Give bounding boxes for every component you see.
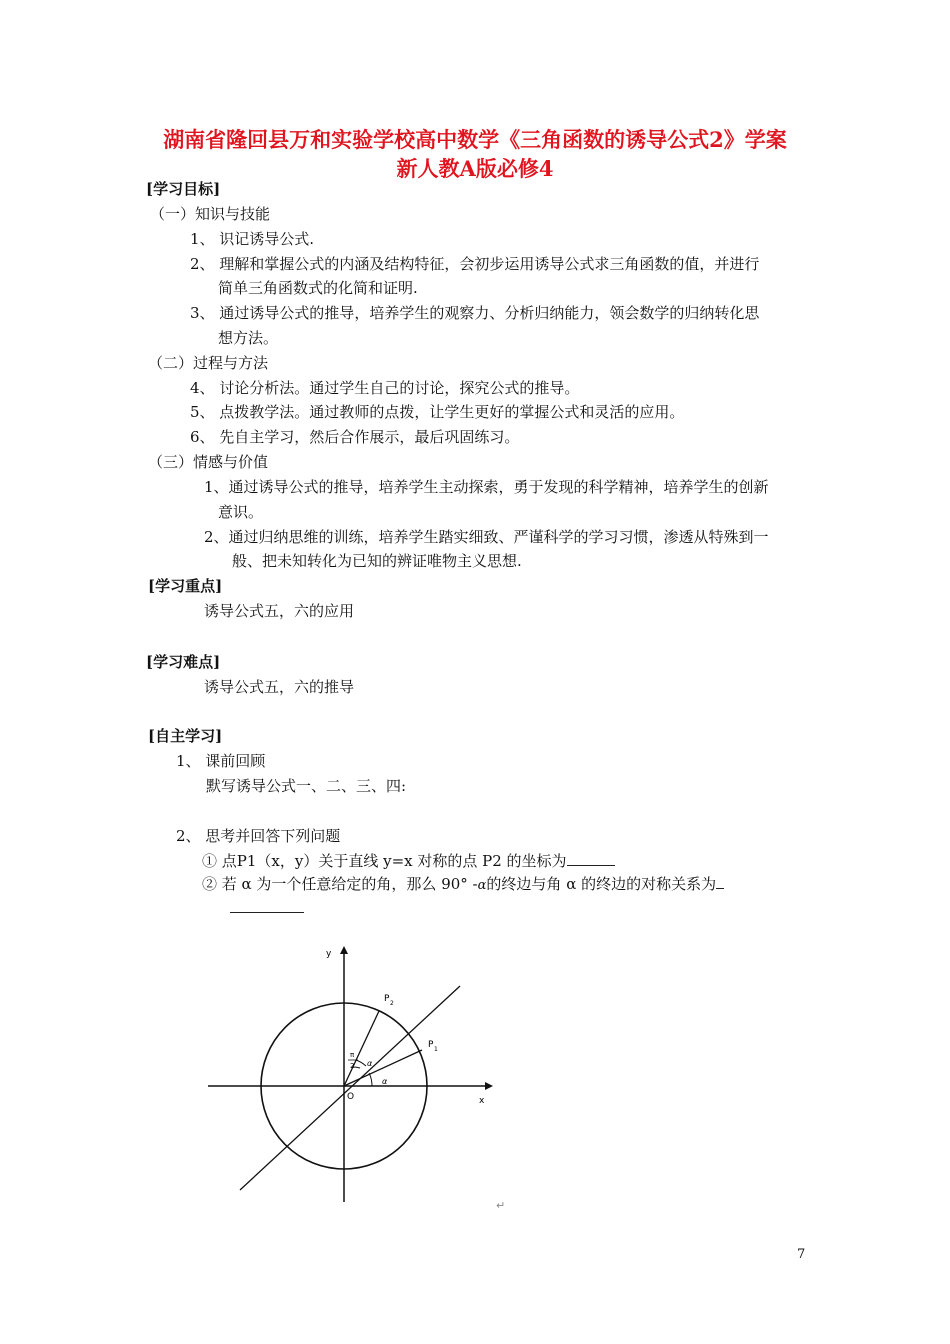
objective-item: 意识。 [218,503,264,521]
objective-item: 1、通过诱导公式的推导，培养学生主动探索，勇于发现的科学精神，培养学生的创新 [204,478,769,496]
self-study-item1: 1、 课前回顾 [176,752,266,770]
objective-item: 5、 点拨教学法。通过教师的点拨，让学生更好的掌握公式和灵活的应用。 [190,403,685,421]
question-2-text: ② 若 α 为一个任意给定的角，那么 90° - [202,875,478,893]
objectives-sub3-label: （三）情感与价值 [148,453,269,471]
x-axis-arrow-icon [485,1082,493,1090]
objectives-sub2-label: （二）过程与方法 [148,354,269,372]
x-axis-label: x [479,1096,485,1106]
self-study-item1-text: 默写诱导公式一、二、三、四: [206,777,407,795]
key-point-text: 诱导公式五，六的应用 [204,602,355,620]
page-number: 7 [797,1247,806,1262]
question-2 [202,873,724,894]
objective-item: 简单三角函数式的化简和证明. [218,279,418,297]
difficult-point-text: 诱导公式五，六的推导 [204,678,355,696]
answer-blank-2-continuation[interactable] [230,898,304,917]
question-2-alpha: α [477,878,487,893]
question-1 [202,850,615,871]
objective-item: 般、把未知转化为已知的辨证唯物主义思想. [232,552,522,570]
document-title-line2: 新人教A版必修4 [396,156,554,181]
document-title-line1: 湖南省隆回县万和实验学校高中数学《三角函数的诱导公式2》学案 [163,127,787,152]
objective-item: 6、 先自主学习，然后合作展示，最后巩固练习。 [190,428,520,446]
alpha-label-upper: α [367,1059,373,1068]
objective-item: 想方法。 [218,329,279,347]
alpha-arc-upper [356,1060,366,1066]
origin-label: O [347,1092,355,1102]
self-study-item2: 2、 思考并回答下列问题 [176,827,341,845]
objectives-sub1-label: （一）知识与技能 [150,205,271,223]
answer-blank-1[interactable] [567,851,615,866]
p1-label: P [428,1040,434,1050]
objective-item: 1、 识记诱导公式. [190,230,315,248]
question-1-text: ① 点P1（x，y）关于直线 y=x 对称的点 P2 的坐标为 [202,852,567,870]
question-2-tail: 的终边与角 α 的终边的对称关系为 [486,875,717,893]
alpha-arc [369,1073,372,1086]
objective-item: 2、通过归纳思维的训练，培养学生踏实细致、严谨科学的学习习惯，渗透从特殊到一 [204,528,769,546]
y-axis-label: y [326,949,332,959]
difficult-point-heading: [学习难点] [146,653,221,671]
key-point-heading: [学习重点] [148,577,223,595]
y-axis-arrow-icon [340,946,348,954]
return-mark-icon: ↵ [496,1199,506,1212]
p2-subscript: 2 [390,1000,394,1007]
pi-label: π [350,1051,355,1059]
two-label: 2 [350,1062,355,1070]
unit-circle-figure [200,940,500,1210]
alpha-label-lower: α [382,1077,388,1086]
terminal-side-p2 [344,1011,379,1086]
objective-item: 4、 讨论分析法。通过学生自己的讨论，探究公式的推导。 [190,379,580,397]
answer-blank-2a[interactable] [716,874,724,889]
p2-label: P [384,994,390,1004]
objectives-heading: [学习目标] [146,180,221,198]
p1-subscript: 1 [434,1046,438,1053]
objective-item: 3、 通过诱导公式的推导，培养学生的观察力、分析归纳能力，领会数学的归纳转化思 [190,304,760,322]
objective-item: 2、 理解和掌握公式的内涵及结构特征，会初步运用诱导公式求三角函数的值，并进行 [190,255,760,273]
self-study-heading: [自主学习] [148,727,223,745]
